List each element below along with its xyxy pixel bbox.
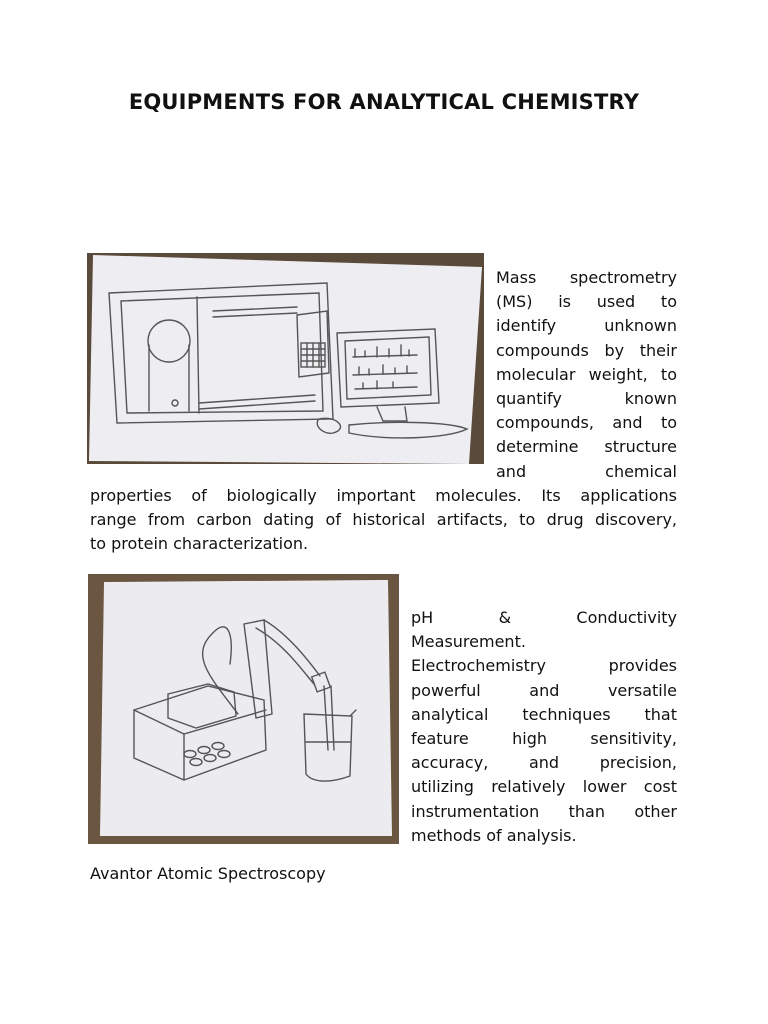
text-line: accuracy, and precision, bbox=[411, 753, 677, 773]
text-line: properties of biologically important molecules. Its applications bbox=[90, 486, 677, 505]
text-line: identify unknown bbox=[496, 316, 677, 336]
text-line: compounds by their bbox=[496, 340, 677, 360]
caption-text: Avantor Atomic Spectroscopy bbox=[90, 864, 326, 883]
text-line: instrumentation than other bbox=[411, 801, 677, 821]
text-line: utilizing relatively lower cost bbox=[411, 777, 677, 797]
text-line: quantify known bbox=[496, 389, 677, 409]
mass-spectrometry-paragraph-full bbox=[90, 484, 677, 557]
text-line: compounds, and to bbox=[496, 413, 677, 433]
text-line: Electrochemistry provides bbox=[411, 656, 677, 676]
text-line: feature high sensitivity, bbox=[411, 729, 677, 749]
ph-meter-sketch-image bbox=[88, 574, 399, 844]
mass-spectrometer-sketch-image bbox=[87, 253, 484, 464]
mass-spectrometry-paragraph-wrapped bbox=[496, 266, 677, 484]
text-line: range from carbon dating of historical artifacts, to drug discovery, bbox=[90, 510, 677, 530]
text-line: pH & Conductivity bbox=[411, 608, 677, 627]
text-line: molecular weight, to bbox=[496, 364, 677, 384]
text-line: and chemical bbox=[496, 461, 677, 481]
text-line: determine structure bbox=[496, 437, 677, 457]
text-line: (MS) is used to bbox=[496, 292, 677, 312]
text-line: powerful and versatile bbox=[411, 680, 677, 700]
text-line: Measurement. bbox=[411, 632, 526, 652]
page-title: EQUIPMENTS FOR ANALYTICAL CHEMISTRY bbox=[128, 90, 640, 114]
text-line: Mass spectrometry bbox=[496, 268, 677, 287]
text-line: to protein characterization. bbox=[90, 534, 309, 554]
text-line: methods of analysis. bbox=[411, 825, 577, 845]
ph-conductivity-paragraph bbox=[411, 606, 677, 848]
text-line: analytical techniques that bbox=[411, 704, 677, 724]
